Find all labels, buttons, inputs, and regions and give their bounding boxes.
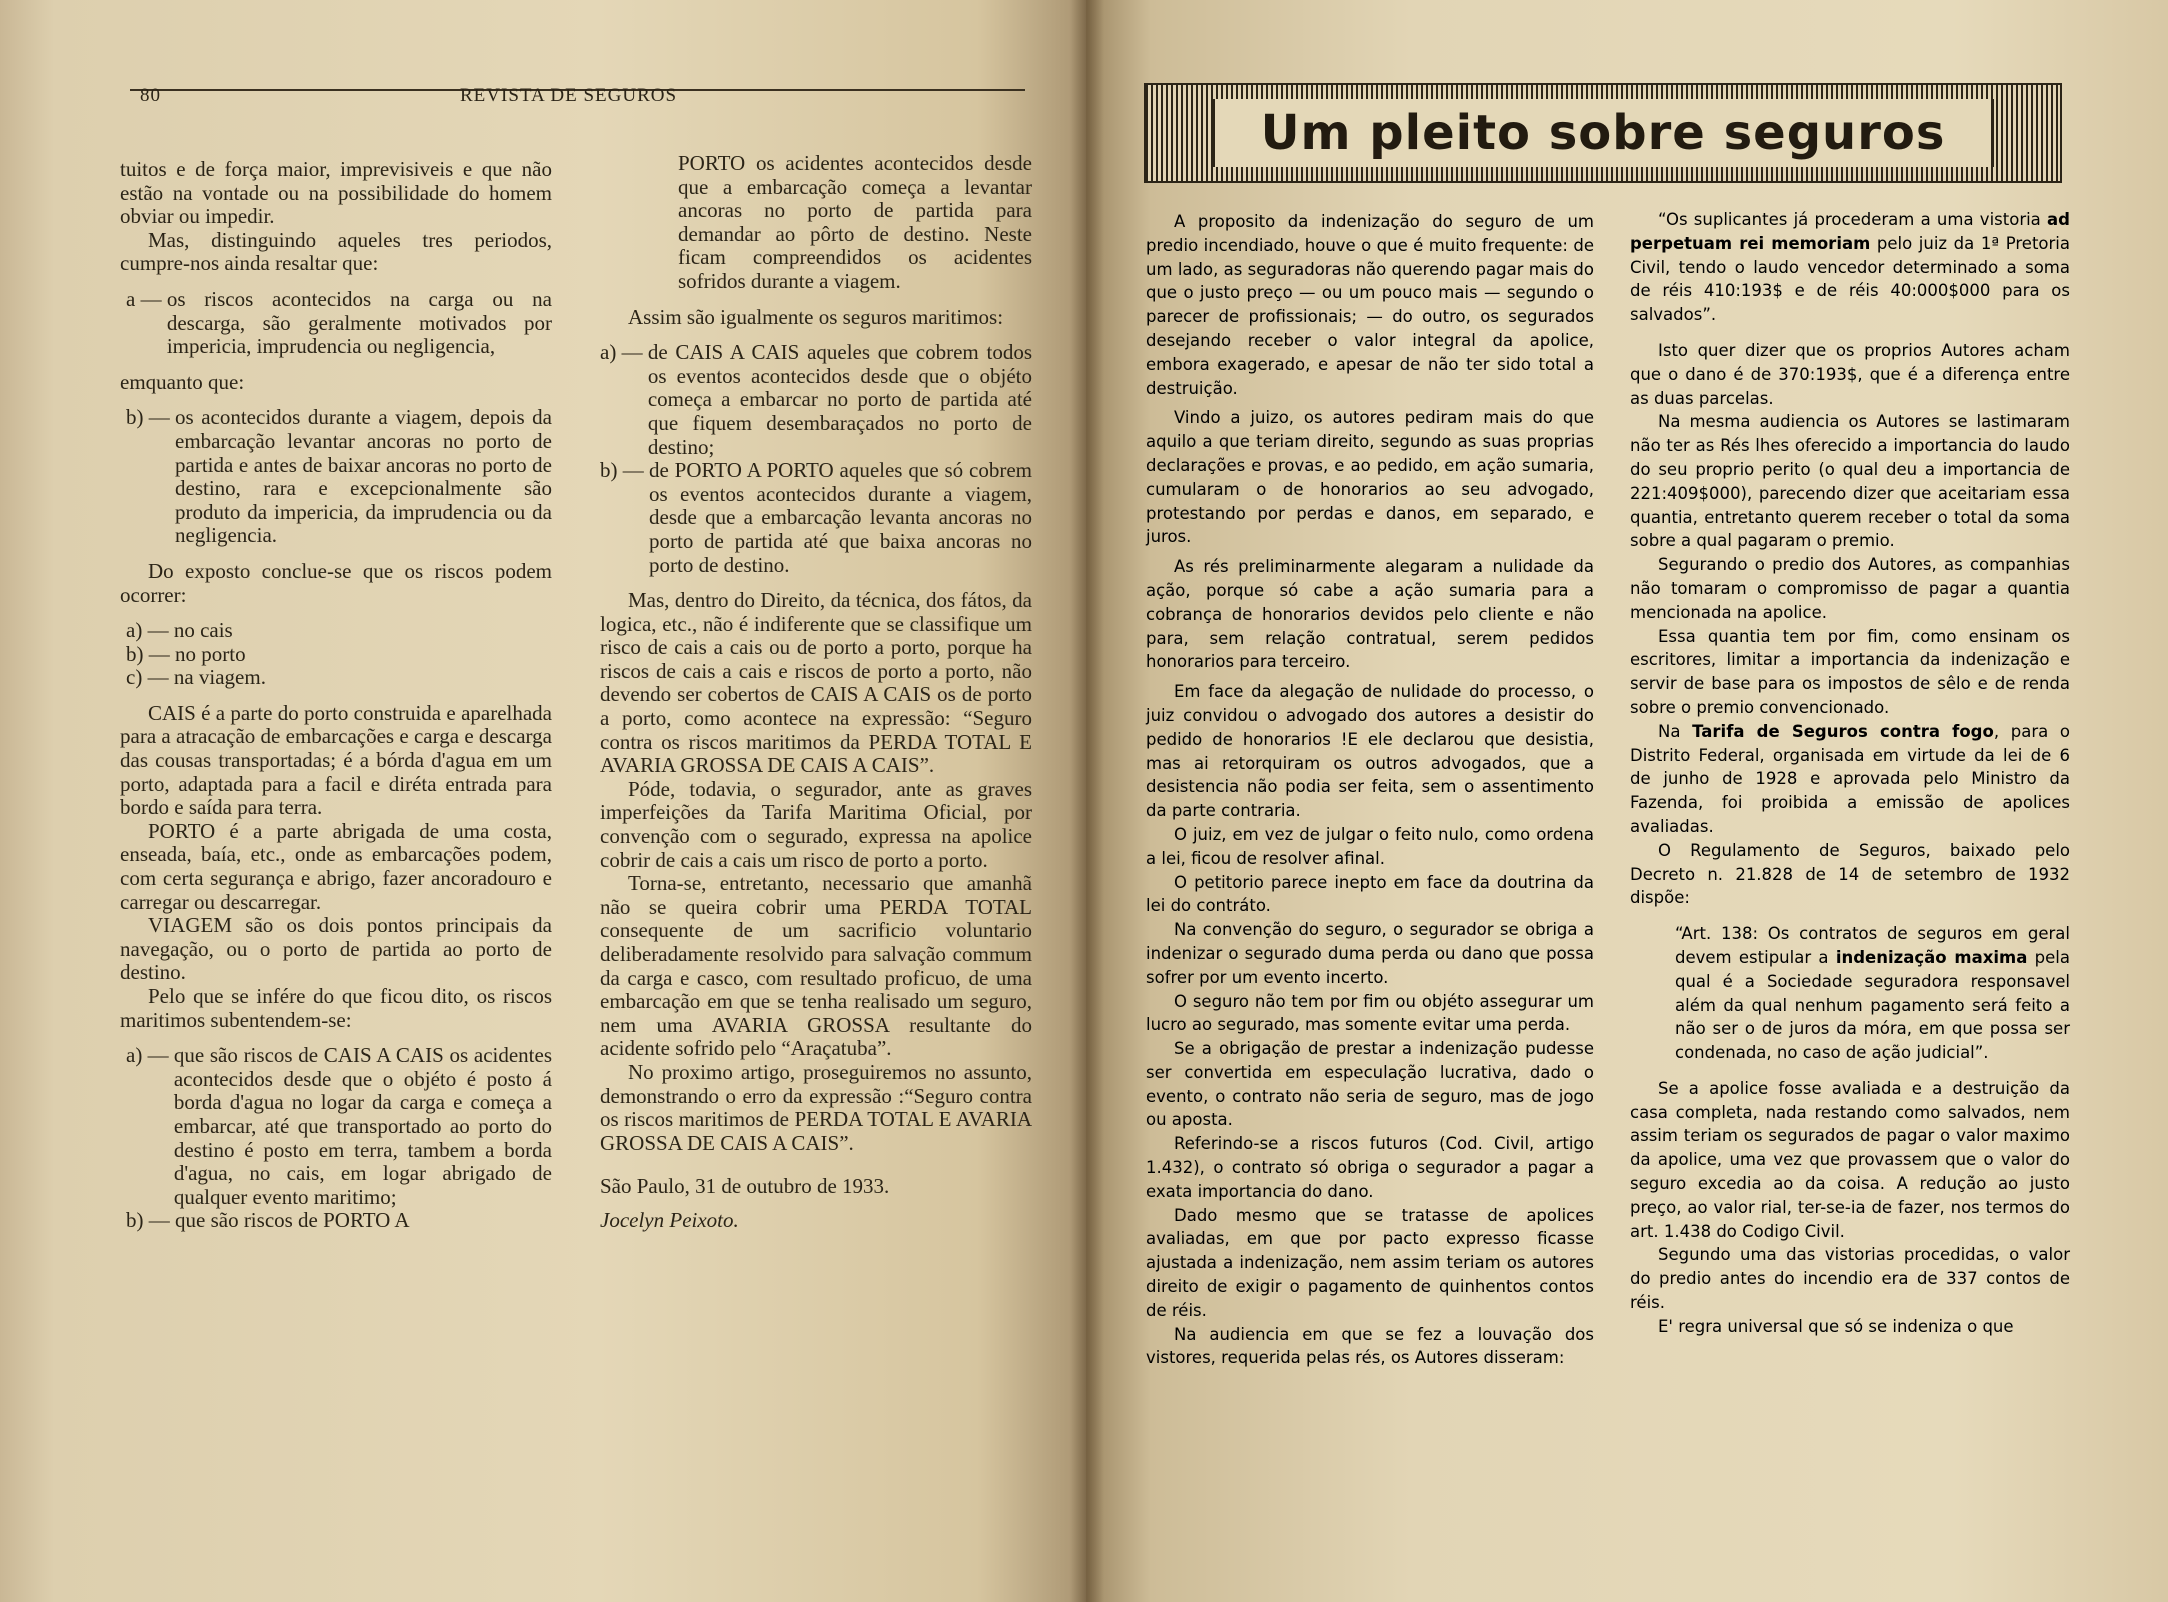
paragraph: Referindo-se a riscos futuros (Cod. Civil, artigo 1.432), o contrato só obriga o segurador a pagar a exata importancia do dano.	[1146, 1134, 1594, 1201]
list-label: b) —	[600, 458, 649, 483]
quoted-article	[1630, 922, 2070, 1065]
bold-phrase: Tarifa de Seguros contra fogo	[1692, 721, 1994, 741]
list-item: b) — no porto	[126, 641, 246, 666]
list-text: de CAIS A CAIS aqueles que cobrem todos os eventos acontecidos desde que o objéto começa a embarcar no porto de partida até que fiquem desembaraçados no porto de destino;	[647, 340, 1032, 459]
paragraph: CAIS é a parte do porto construida e aparelhada para a atracação de embarcações e carga e descarga das cousas transportadas; é a bórda d'agua em um porto, adaptada para a facil e diréta entrada para bordo e saída para terra.	[120, 700, 552, 820]
paragraph: Na convenção do seguro, o segurador se obriga a indenizar o segurado duma perda ou dano que possa sofrer por um evento incerto.	[1146, 920, 1594, 987]
paragraph: Na audiencia em que se fez a louvação dos vistores, requerida pelas rés, os Autores disseram:	[1146, 1324, 1594, 1368]
journal-title: REVISTA DE SEGUROS	[460, 85, 678, 106]
paragraph: As rés preliminarmente alegaram a nulidade da ação, porque só cabe a ação sumaria para a cobrança de honorarios devidos pelo cliente e não para, sem relação contratual, serem pedidos honorarios para terceiro.	[1146, 557, 1594, 672]
paragraph: Torna-se, entretanto, necessario que amanhã não se queira cobrir uma PERDA TOTAL consequente de um sacrificio voluntario deliberadamente resolvido para salvação commum da carga e casco, com resultado proficuo, de uma embarcação em que se tenha realisado um seguro, nem uma AVARIA GROSSA resultante do acidente sofrido pelo “Araçatuba”.	[600, 871, 1032, 1061]
paragraph: O seguro não tem por fim ou objéto assegurar um lucro ao segurado, mas somente evitar uma perda.	[1146, 991, 1594, 1035]
list-label: b) —	[126, 405, 175, 430]
paragraph: Do exposto conclue-se que os riscos podem ocorrer:	[120, 558, 552, 607]
paragraph: VIAGEM são os dois pontos principais da navegação, ou o porto de partida ao porto de destino.	[120, 913, 552, 985]
running-header	[130, 85, 1025, 106]
paragraph: Essa quantia tem por fim, como ensinam os escritores, limitar a importancia da indenização e servir de base para os impostos de sêlo e de renda sobre o premio convencionado.	[1630, 626, 2070, 717]
list-label: a) —	[126, 1043, 174, 1068]
paragraph: Pelo que se infére do que ficou dito, os riscos maritimos subentendem-se:	[120, 984, 552, 1032]
author-signature: Jocelyn Peixoto.	[600, 1207, 739, 1232]
paragraph: Em face da alegação de nulidade do processo, o juiz convidou o advogado dos autores a desistir do pedido de honorarios !E ele declarou que desistia, mas ai retorquiram os outros advogados, que a desistencia não podia ser feita, sem o assentimento da parte contraria.	[1146, 682, 1594, 821]
text-run: Na	[1658, 721, 1693, 741]
paragraph: Se a apolice fosse avaliada e a destruição da casa completa, nada restando como salvados, nem assim teriam os segurados de pagar o valor maximo da apolice, uma vez que provassem que o valor do seguro excedia ao da coisa. A redução ao justo preço, ao valor rial, ter-se-ia de fazer, nos termos do art. 1.438 do Codigo Civil.	[1630, 1078, 2070, 1241]
paragraph: Segundo uma das vistorias procedidas, o valor do predio antes do incendio era de 337 contos de réis.	[1630, 1245, 2070, 1313]
list-label: a) —	[600, 340, 648, 365]
paragraph: Isto quer dizer que os proprios Autores acham que o dano é de 370:193$, que é a diferença entre as duas parcelas.	[1630, 340, 2070, 408]
paragraph: Mas, distinguindo aqueles tres periodos, cumpre-nos ainda resaltar que:	[120, 227, 552, 276]
text-run: pela qual é a Sociedade seguradora responsavel além da qual nenhum pagamento será feito a não ser o de juros da móra, em que possa ser condenada, no caso de ação judicial”.	[1675, 947, 2070, 1063]
list-item: c) — na viagem.	[126, 665, 266, 690]
right-column-1	[1146, 210, 1594, 1370]
paragraph: Póde, todavia, o segurador, ante as graves imperfeições da Tarifa Maritima Oficial, por convenção com o segurado, expressa na apolice cobrir de cais a cais um risco de porto a porto.	[600, 776, 1032, 872]
paragraph: Se a obrigação de prestar a indenização pudesse ser convertida em especulação lucrativa, dado o evento, o contrato não seria de seguro, mas de jogo ou aposta.	[1146, 1039, 1594, 1130]
list-item-a	[120, 288, 552, 359]
list-item-b	[600, 459, 1032, 577]
right-column-2	[1630, 208, 2070, 1339]
article-date: São Paulo, 31 de outubro de 1933.	[600, 1174, 890, 1199]
paragraph: emquanto que:	[120, 369, 245, 394]
bold-phrase: ad perpetuam rei memoriam	[1630, 210, 2070, 253]
paragraph: O petitorio parece inepto em face da doutrina da lei do contráto.	[1146, 872, 1594, 916]
bold-phrase: indenização maxima	[1835, 947, 2028, 967]
list-item-ra	[120, 1044, 552, 1209]
paragraph: Na mesma audiencia os Autores se lastimaram não ter as Rés lhes oferecido a importancia do laudo do seu proprio perito (o qual deu a importancia de 221:409$000), parecendo dizer que aceitariam essa quantia, entretanto querem receber o total da soma sobre a qual pagaram o premio.	[1630, 412, 2070, 551]
list-text: que são riscos de CAIS A CAIS os acidentes acontecidos desde que o objéto é posto á borda d'agua no logar da carga e começa a embarcar, até que transportado ao porto do destino é posto em terra, tambem a borda d'agua, no cais, em logar abrigado de qualquer evento maritimo;	[173, 1043, 552, 1209]
title-banner	[1144, 83, 2062, 183]
paragraph: A proposito da indenização do seguro de um predio incendiado, houve o que é muito frequente: de um lado, as seguradoras não querendo pagar mais do que o justo preço — ou um pouco mais — segundo o parecer de profissionais; — do outro, os segurados desejando receber o valor integral da apolice, embora exagerado, e apesar de não ter sido total a destruição.	[1146, 212, 1594, 398]
text-run: , para o Distrito Federal, organisada em virtude da lei de 6 de junho de 1928 e aprovada pelo Ministro da Fazenda, foi proibida a emissão de apolices avaliadas.	[1630, 721, 2070, 836]
paragraph: No proximo artigo, proseguiremos no assunto, demonstrando o erro da expressão :“Seguro contra os riscos maritimos de PERDA TOTAL E AVARIA GROSSA DE CAIS A CAIS”.	[600, 1059, 1032, 1155]
list-label: a —	[126, 286, 167, 311]
paragraph: PORTO os acidentes acontecidos desde que a embarcação começa a levantar ancoras no porto de partida para demandar ao pôrto de destino. Neste ficam compreendidos os acidentes sofridos durante a viagem.	[678, 151, 1032, 293]
list-text: que são riscos de PORTO A	[175, 1208, 410, 1233]
list-item-a	[600, 341, 1032, 459]
paragraph: tuitos e de força maior, imprevisiveis e que não estão na vontade ou na possibilidade do homem obviar ou impedir.	[120, 157, 552, 229]
paragraph: Dado mesmo que se tratasse de apolices avaliadas, em que por pacto expresso ficasse ajustada a indenização, nem assim teriam os autores direito de exigir o pagamento de quinhentos contos de réis.	[1146, 1205, 1594, 1320]
page-number: 80	[140, 85, 161, 106]
paragraph: PORTO é a parte abrigada de uma costa, enseada, baía, etc., onde as embarcações podem, com certa segurança e abrigo, fazer ancoradouro e carregar ou descarregar.	[120, 818, 552, 914]
paragraph	[1630, 720, 2070, 839]
list-item: a) — no cais	[126, 618, 233, 643]
left-column-1	[120, 158, 552, 1233]
list-label: b) —	[126, 1208, 175, 1233]
title-frame	[1212, 99, 1994, 167]
text-run: pelo juiz da 1ª Pretoria Civil, tendo o laudo vencedor determinado a soma de réis 410:193$ e de réis 40:000$000 para os salvados”.	[1630, 233, 2071, 325]
text-run: “Art. 138: Os contratos de seguros em geral devem estipular a	[1675, 924, 2070, 967]
left-column-2	[600, 152, 1032, 1233]
list-text: de PORTO A PORTO aqueles que só cobrem os eventos acontecidos durante a viagem, desde que a embarcação levanta ancoras no porto de partida até que baixa ancoras no porto de destino.	[649, 458, 1032, 577]
list-text: os acontecidos durante a viagem, depois da embarcação levantar ancoras no porto de partida e antes de baixar ancoras no porto de destino, rara e excepcionalmente são produto da impericia, da imprudencia ou da negligencia.	[175, 405, 552, 548]
article-title: Um pleito sobre seguros	[1260, 105, 1946, 161]
paragraph: Assim são igualmente os seguros maritimos:	[628, 304, 1004, 329]
quoted-statement	[1630, 208, 2070, 327]
text-run: “Os suplicantes já procederam a uma vistoria	[1658, 210, 2048, 229]
paragraph: Segurando o predio dos Autores, as companhias não tomaram o compromisso de pagar a quantia mencionada na apolice.	[1630, 555, 2070, 622]
paragraph: E' regra universal que só se indeniza o que	[1658, 1316, 2014, 1336]
paragraph: O Regulamento de Seguros, baixado pelo Decreto n. 21.828 de 14 de setembro de 1932 dispõe:	[1630, 840, 2070, 908]
list-item-b	[120, 406, 552, 548]
paragraph: Vindo a juizo, os autores pediram mais do que aquilo a que teriam direito, segundo as suas proprias declarações e provas, e ao pedido, em ação sumaria, cumularam o de honorarios ao seu advogado, protestando por perdas e danos, em separado, e juros.	[1146, 408, 1594, 547]
list-text: os riscos acontecidos na carga ou na descarga, são geralmente motivados por impericia, imprudencia ou negligencia,	[166, 286, 552, 359]
paragraph: O juiz, em vez de julgar o feito nulo, como ordena a lei, ficou de resolver afinal.	[1146, 824, 1594, 868]
list-item-rb	[120, 1209, 552, 1233]
paragraph: Mas, dentro do Direito, da técnica, dos fátos, da logica, etc., não é indiferente que se classifique um risco de cais a cais ou de porto a porto, porque ha riscos de cais a cais e riscos de porto a porto, não devendo ser cobertos de CAIS A CAIS os de porto a porto, como acontece na expressão: “Seguro contra os riscos maritimos da PERDA TOTAL E AVARIA GROSSA DE CAIS A CAIS”.	[600, 588, 1032, 778]
page-gutter	[1070, 0, 1104, 1602]
